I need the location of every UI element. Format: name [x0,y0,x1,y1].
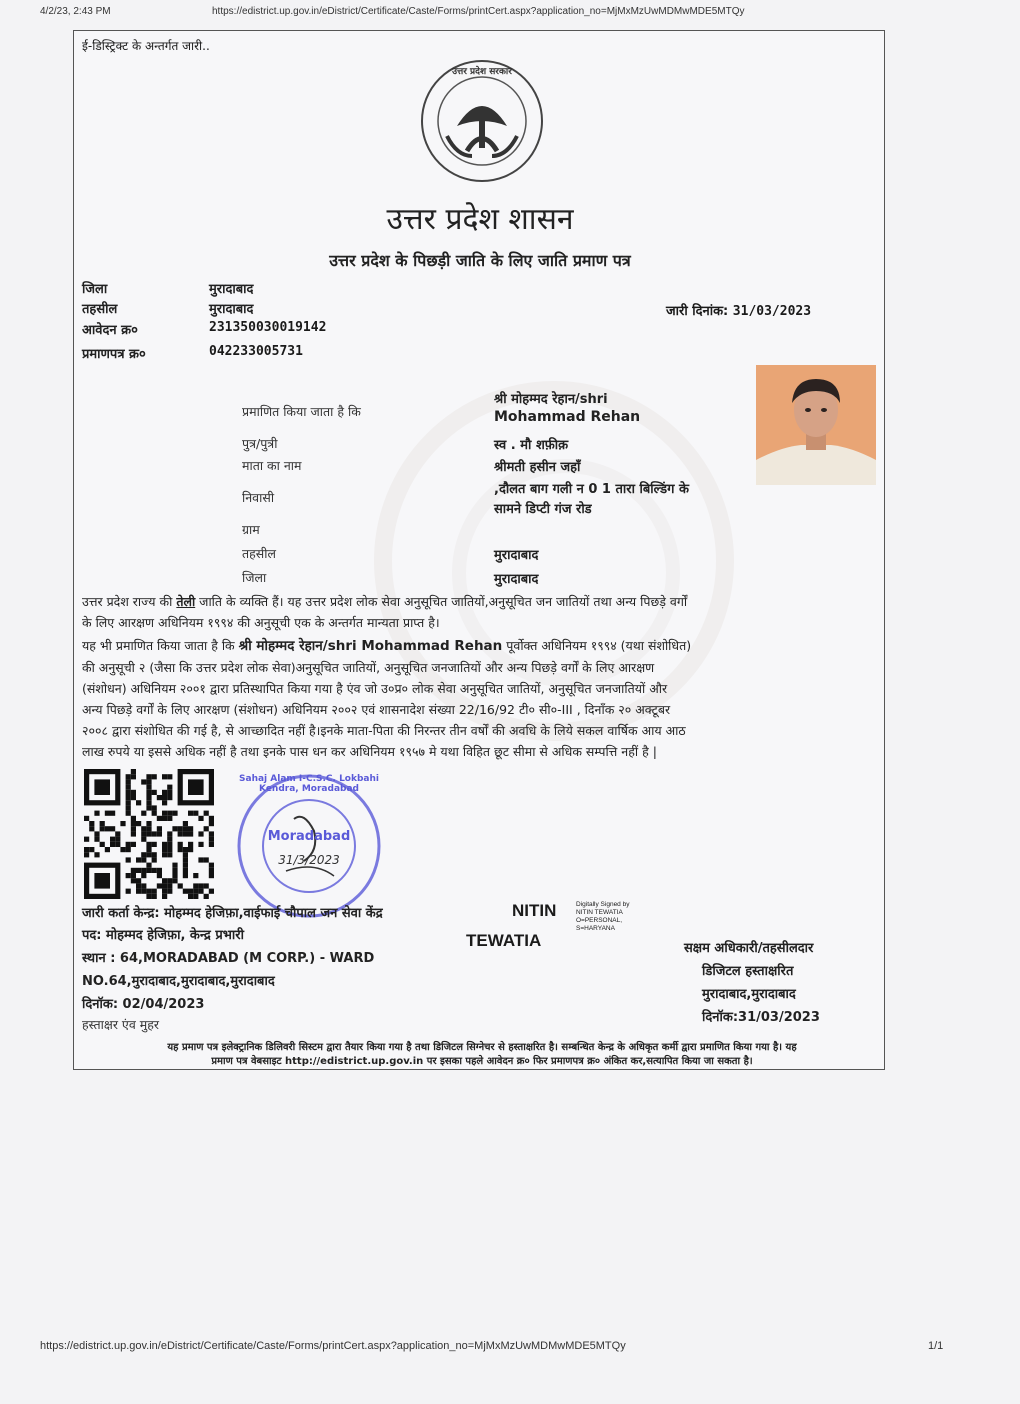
caste-paragraph: उत्तर प्रदेश राज्य की तेली जाति के व्यक्ति हैं। यह उत्तर प्रदेश लोक सेवा अनुसूचित जातियों,अनुसूचित जन जातियों तथा अन्य पिछड़े वर्गों के लिए आरक्षण अधिनियम १९९४ की अनुसूची एक के अन्तर्गत मान्यता प्राप्त है। [82,594,688,630]
stamp-ring-text: Sahaj Alam I-C.S.C. Lokbahi Kendra, Moradabad [239,774,379,794]
digital-sign-details: Digitally Signed by NITIN TEWATIA O=PERSONAL, S=HARYANA [576,901,630,932]
certificate-number: 042233005731 [209,344,303,359]
certificate [73,30,885,1070]
application-number: 231350030019142 [209,320,327,335]
resident-label: निवासी [242,490,275,505]
csc-stamp [234,771,384,921]
tehsil-value: मुरादाबाद [209,302,254,317]
authority-location: मुरादाबाद,मुरादाबाद [702,987,796,1002]
issuer-place-line1: स्थान : 64,MORADABAD (M CORP.) - WARD [82,951,375,966]
application-label: आवेदन क्र० [82,323,138,338]
person-name-line2: Mohammad Rehan [494,409,641,425]
digital-sign-name2: TEWATIA [466,931,542,950]
resident-line2: सामने डिप्टी गंज रोड [494,502,592,517]
issuer-sign-label: हस्ताक्षर एंव मुहर [82,1017,159,1032]
tehsil-label: तहसील [82,302,118,317]
certification-paragraph: यह भी प्रमाणित किया जाता है कि श्री मोहम्मद रेहान/shri Mohammad Rehan पूर्वोक्त अधिनियम १९९४ (यथा संशोधित) की अनुसूची २ (जैसा कि उत्तर प्रदेश लोक सेवा)अनुसूचित जातियों, अनुसूचित जनजातियों और अन्य पिछड़े वर्गों के लिए आरक्षण (संशोधन) अधिनियम २००१ द्वारा प्रतिस्थापित किया गया है एंव जो उ०प्र० लोक सेवा अनुसूचित जातियों, अनुसूचित जनजातियों और अन्य पिछड़े वर्गों के लिए आरक्षण (संशोधन) अधिनियम २००२ एवं शासनादेश संख्या 22/16/92 टी० सी०-III , दिनाँक २० अक्टूबर २००८ द्वारा संशोधित की गई है, से आच्छादित नहीं है।इनके माता-पिता की निरन्तर तीन वर्षों की अवधि के लिये सकल वार्षिक आय आठ लाख रुपये या इससे अधिक नहीं है तथा इनके पास धन कर अधिनियम १९५७ मे यथा विहित छूट सीमा से अधिक सम्पत्ति नहीं है | [82,638,692,759]
resident-line1: ,दौलत बाग गली न 0 1 तारा बिल्डिंग के [494,482,689,497]
issuer-post: पद: मोहम्मद हेजिफ़ा, केन्द्र प्रभारी [82,928,244,943]
person-district-value: मुरादाबाद [494,572,539,587]
digital-sign-name1: NITIN [512,901,557,920]
district-label: जिला [82,282,108,297]
certificate-number-label: प्रमाणपत्र क्र० [82,347,146,362]
footer-line2: प्रमाण पत्र वेबसाइट http://edistrict.up.gov.in पर इसका पहले आवेदन क्र० फिर प्रमाणपत्र क्र० अंकित कर,सत्यापित किया जा सकता है। [211,1056,753,1067]
issuer-place-line2: NO.64,मुरादाबाद,मुरादाबाद,मुरादाबाद [82,974,275,989]
son-of-value: स्व . मौ शफ़ीक़ [494,438,569,453]
person-tehsil-value: मुरादाबाद [494,548,539,563]
print-url-bottom: https://edistrict.up.gov.in/eDistrict/Certificate/Caste/Forms/printCert.aspx?application_no=MjMxMzUwMDMwMDE5MTQy [40,1340,626,1352]
authority-digital: डिजिटल हस्ताक्षरित [702,964,794,979]
up-govt-emblem [417,56,547,186]
print-url-top: https://edistrict.up.gov.in/eDistrict/Certificate/Caste/Forms/printCert.aspx?application_no=MjMxMzUwMDMwMDE5MTQy [212,6,745,17]
stamp-center-text: Moradabad [267,829,351,844]
qr-code [84,769,214,899]
certified-label: प्रमाणित किया जाता है कि [242,404,361,419]
issuer-date: दिनॉक: 02/04/2023 [82,997,205,1012]
son-of-label: पुत्र/पुत्री [242,436,278,451]
applicant-photo [756,365,876,485]
issued-under-label: ई-डिस्ट्रिक्ट के अन्तर्गत जारी.. [82,39,210,53]
mother-label: माता का नाम [242,458,302,473]
print-page-count: 1/1 [928,1340,944,1352]
footer-line1: यह प्रमाण पत्र इलेक्ट्रानिक डिलिवरी सिस्टम द्वारा तैयार किया गया है तथा डिजिटल सिग्नेचर से हस्ताक्षरित है। सम्बन्धित केन्द्र के अधिकृत कर्मी द्वारा प्रमाणित किया गया है। यह [167,1042,797,1053]
govt-title: उत्तर प्रदेश शासन [386,202,574,237]
district-value: मुरादाबाद [209,282,254,297]
paragraph-name: श्री मोहम्मद रेहान/shri Mohammad Rehan [238,638,503,654]
person-district-label: जिला [242,570,267,585]
person-tehsil-label: तहसील [242,546,276,561]
authority-date: दिनॉक:31/03/2023 [702,1010,820,1025]
authority-title: सक्षम अधिकारी/तहसीलदार [684,941,814,956]
certificate-title: उत्तर प्रदेश के पिछड़ी जाति के लिए जाति प्रमाण पत्र [329,251,631,270]
stamp-date: 31/3/2023 [278,853,340,867]
mother-value: श्रीमती हसीन जहाँ [494,460,581,475]
emblem-text: उत्तर प्रदेश सरकार [452,67,512,77]
caste-value: तेली [176,594,196,609]
issuer-center: जारी कर्ता केन्द्र: मोहम्मद हेजिफ़ा,वाईफाई चौपाल जन सेवा केंद्र [82,906,383,921]
print-timestamp: 4/2/23, 2:43 PM [40,6,111,17]
issue-date: जारी दिनांक: 31/03/2023 [666,304,812,319]
person-name-line1: श्री मोहम्मद रेहान/shri [494,392,608,407]
village-label: ग्राम [242,522,260,537]
